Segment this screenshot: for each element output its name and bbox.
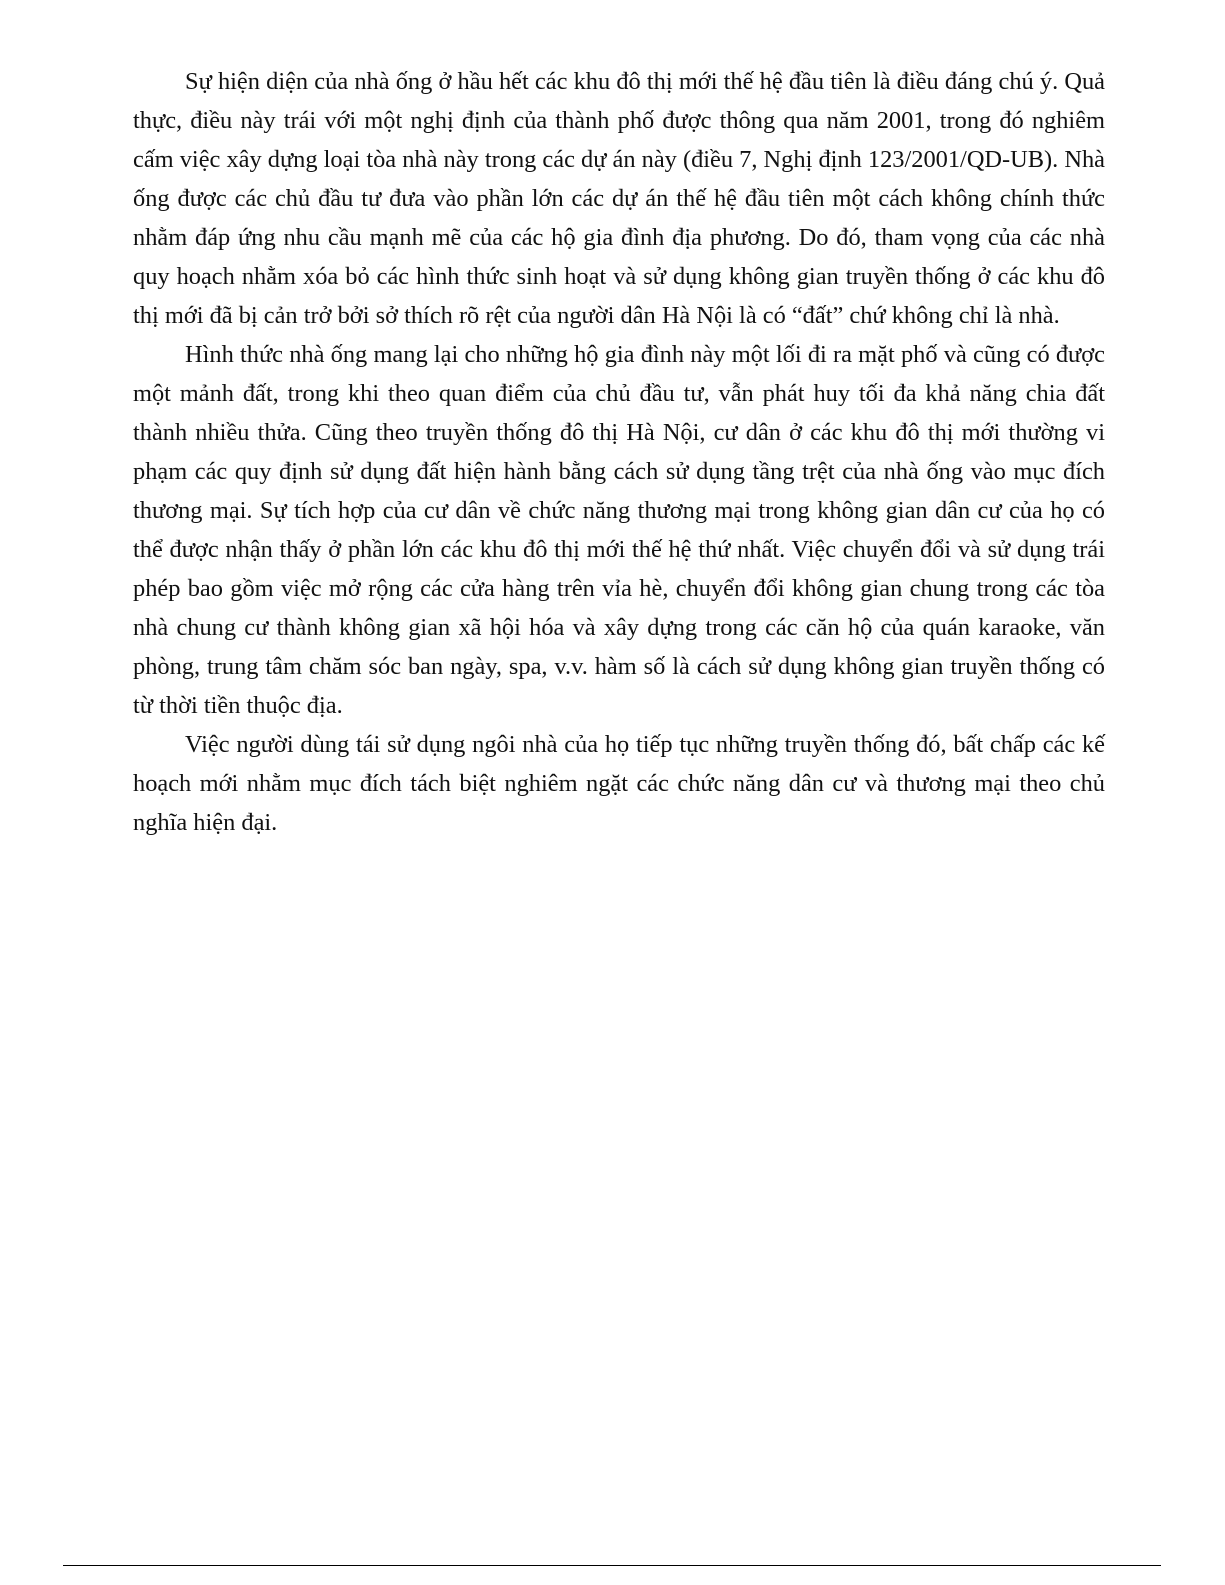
footer-divider-line — [63, 1565, 1161, 1566]
document-body — [133, 62, 1105, 842]
paragraph-1: Sự hiện diện của nhà ống ở hầu hết các khu đô thị mới thế hệ đầu tiên là điều đáng chú ý. Quả thực, điều này trái với một nghị định của thành phố được thông qua năm 2001, trong đó nghiêm cấm việc xây dựng loại tòa nhà này trong các dự án này (điều 7, Nghị định 123/2001/QD-UB). Nhà ống được các chủ đầu tư đưa vào phần lớn các dự án thế hệ đầu tiên một cách không chính thức nhằm đáp ứng nhu cầu mạnh mẽ của các hộ gia đình địa phương. Do đó, tham vọng của các nhà quy hoạch nhằm xóa bỏ các hình thức sinh hoạt và sử dụng không gian truyền thống ở các khu đô thị mới đã bị cản trở bởi sở thích rõ rệt của người dân Hà Nội là có “đất” chứ không chỉ là nhà. — [133, 68, 1106, 329]
paragraph-2: Hình thức nhà ống mang lại cho những hộ gia đình này một lối đi ra mặt phố và cũng có được một mảnh đất, trong khi theo quan điểm của chủ đầu tư, vẫn phát huy tối đa khả năng chia đất thành nhiều thửa. Cũng theo truyền thống đô thị Hà Nội, cư dân ở các khu đô thị mới thường vi phạm các quy định sử dụng đất hiện hành bằng cách sử dụng tầng trệt của nhà ống vào mục đích thương mại. Sự tích hợp của cư dân về chức năng thương mại trong không gian dân cư của họ có thể được nhận thấy ở phần lớn các khu đô thị mới thế hệ thứ nhất. Việc chuyển đổi và sử dụng trái phép bao gồm việc mở rộng các cửa hàng trên vỉa hè, chuyển đổi không gian chung trong các tòa nhà chung cư thành không gian xã hội hóa và xây dựng trong các căn hộ của quán karaoke, văn phòng, trung tâm chăm sóc ban ngày, spa, v.v. hàm số là cách sử dụng không gian truyền thống có từ thời tiền thuộc địa. — [133, 341, 1105, 719]
paragraph-3: Việc người dùng tái sử dụng ngôi nhà của họ tiếp tục những truyền thống đó, bất chấp các kế hoạch mới nhằm mục đích tách biệt nghiêm ngặt các chức năng dân cư và thương mại theo chủ nghĩa hiện đại. — [133, 731, 1105, 836]
